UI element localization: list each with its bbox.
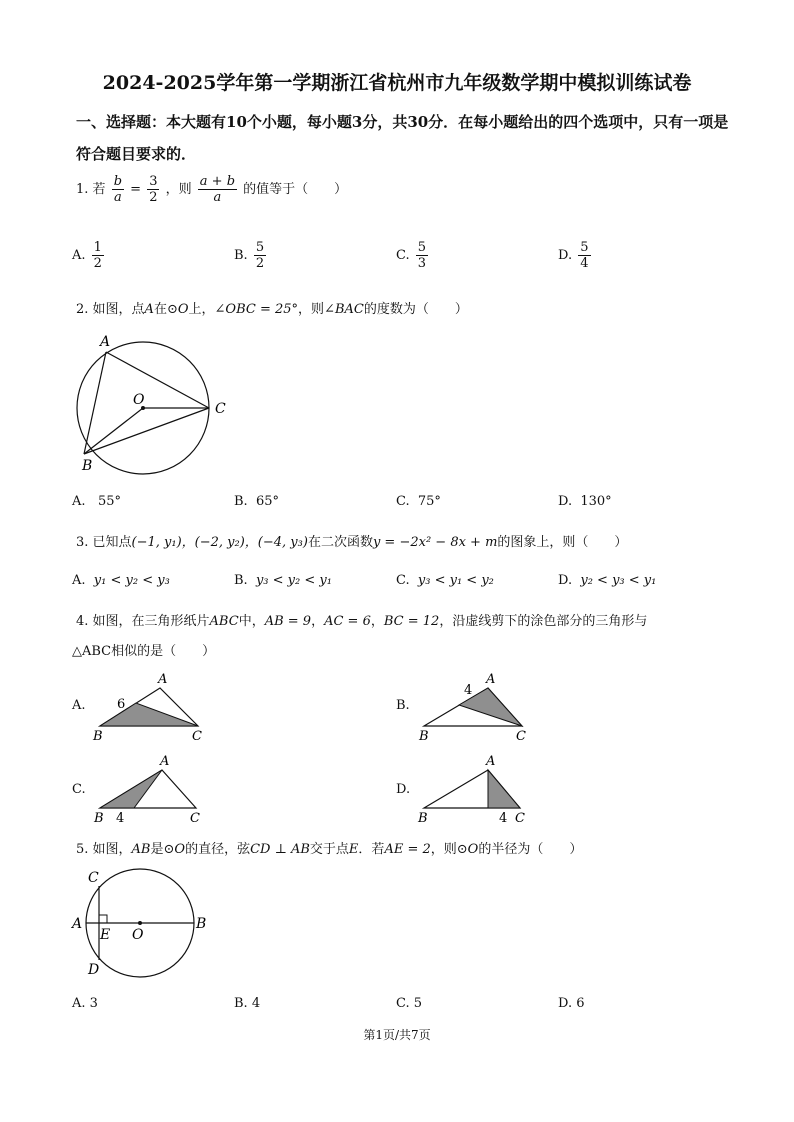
svg-text:C: C [515, 811, 525, 826]
q5-option-c[interactable]: C. 5 [396, 996, 423, 1011]
question-4-stem-line2: △ABC相似的是（ ） [72, 644, 216, 659]
q5-option-a[interactable]: A. 3 [72, 996, 98, 1011]
svg-text:4: 4 [116, 811, 125, 826]
q2-option-c[interactable]: C. 75° [396, 494, 441, 509]
question-3-stem: 3. 已知点(−1, y₁)，(−2, y₂)，(−4, y₃)在二次函数y = −2x² − 8x + m的图象上，则（ ） [76, 535, 628, 550]
svg-text:A: A [158, 672, 168, 687]
q5-center-dot [138, 921, 142, 925]
q3-option-b[interactable]: B. y₃ < y₂ < y₁ [234, 573, 332, 588]
q5-option-d[interactable]: D. 6 [558, 996, 585, 1011]
svg-text:C: C [88, 870, 99, 886]
q4-option-d-label[interactable]: D. [396, 782, 411, 797]
q4-option-a-label[interactable]: A. [72, 698, 86, 713]
q3-option-a[interactable]: A. y₁ < y₂ < y₃ [72, 573, 170, 588]
q2-option-b[interactable]: B. 65° [234, 494, 279, 509]
question-1-stem: 1. 若 $\frac{b}{a}$ = $\frac{3}{2}$ ，则 $\frac{a + b}{a}$ 的值等于（ ） [76, 174, 348, 205]
q4-d-shaded-triangle [488, 770, 520, 808]
svg-text:4: 4 [499, 811, 508, 826]
q1-option-a[interactable]: A. $\frac{1}{2}$ [72, 240, 102, 271]
svg-text:A: A [72, 916, 83, 932]
svg-text:6: 6 [117, 697, 126, 712]
svg-text:E: E [100, 927, 111, 943]
page-footer: 第1页/共7页 [363, 1028, 431, 1042]
question-2-stem: 2. 如图，点A在⊙O上，∠OBC = 25°，则∠BAC的度数为（ ） [76, 302, 468, 317]
q2-option-a[interactable]: A. 55° [72, 494, 121, 509]
question-5-stem: 5. 如图，AB是⊙O的直径，弦CD ⊥ AB交于点E．若AE = 2，则⊙O的半径为（ ） [76, 842, 583, 857]
page-title: 2024-2025学年第一学期浙江省杭州市九年级数学期中模拟训练试卷 [102, 72, 692, 94]
q1-prefix: 1. 若 [76, 182, 106, 197]
q4-option-d-figure[interactable] [414, 750, 544, 828]
svg-text:A: A [486, 754, 496, 769]
q4-option-b-figure[interactable] [414, 668, 544, 744]
q1-expression: $\frac{a + b}{a}$ [199, 174, 236, 205]
question-4-stem-line1: 4. 如图，在三角形纸片ABC中，AB = 9，AC = 6，BC = 12，沿虚线剪下的涂色部分的三角形与 [76, 614, 648, 629]
svg-text:B: B [196, 916, 207, 932]
q5-option-b[interactable]: B. 4 [234, 996, 261, 1011]
q2-label-a: A [100, 334, 111, 350]
svg-text:A: A [486, 672, 496, 687]
q2-label-b: B [82, 458, 93, 474]
section-header: 一、选择题：本大题有10个小题，每小题3分，共30分．在每小题给出的四个选项中，只有一项是符合题目要求的． [76, 113, 729, 163]
q4-option-c-figure[interactable] [90, 750, 220, 828]
q1-given-value: $\frac{3}{2}$ [149, 174, 158, 205]
svg-text:C: C [192, 729, 202, 744]
q4-option-c-label[interactable]: C. [72, 782, 86, 797]
svg-text:B: B [94, 811, 104, 826]
q2-label-o: O [133, 392, 145, 408]
q1-option-d[interactable]: D. $\frac{5}{4}$ [558, 240, 589, 271]
svg-text:B: B [419, 729, 429, 744]
svg-text:O: O [132, 927, 144, 943]
q3-option-c[interactable]: C. y₃ < y₁ < y₂ [396, 573, 494, 588]
q5-circle-figure [68, 866, 218, 982]
q1-given-fraction: $\frac{b}{a}$ [113, 174, 123, 205]
q2-segment-bc [84, 408, 209, 454]
q4-option-a-figure[interactable] [90, 668, 220, 744]
q2-segment-ac [106, 352, 209, 408]
q1-option-b[interactable]: B. $\frac{5}{2}$ [234, 240, 265, 271]
q2-label-c: C [215, 401, 226, 417]
q2-option-d[interactable]: D. 130° [558, 494, 612, 509]
svg-text:B: B [93, 729, 103, 744]
q5-right-angle-mark [99, 915, 107, 923]
q1-option-c[interactable]: C. $\frac{5}{3}$ [396, 240, 427, 271]
svg-text:B: B [418, 811, 428, 826]
svg-text:4: 4 [464, 683, 473, 698]
svg-text:C: C [190, 811, 200, 826]
svg-text:D: D [88, 962, 100, 978]
q3-option-d[interactable]: D. y₂ < y₃ < y₁ [558, 573, 657, 588]
q2-circle-figure [70, 330, 240, 480]
svg-text:C: C [516, 729, 526, 744]
svg-text:A: A [160, 754, 170, 769]
q4-option-b-label[interactable]: B. [396, 698, 410, 713]
